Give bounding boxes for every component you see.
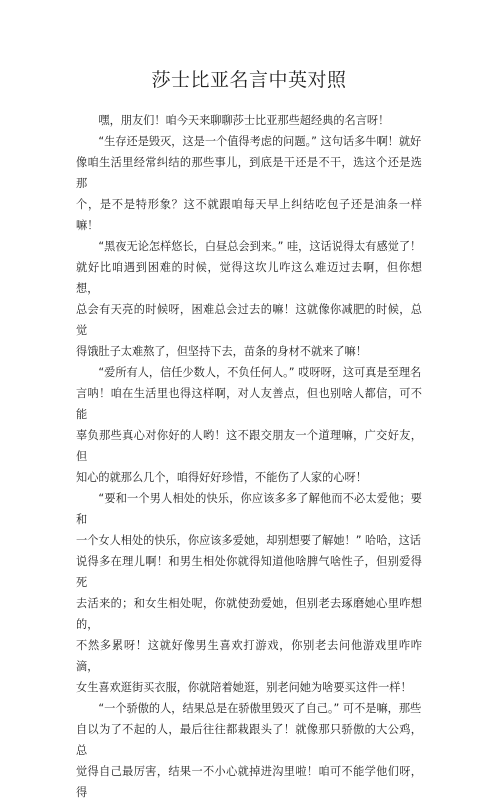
intro-paragraph: 嘿，朋友们！咱今天来聊聊莎士比亚那些超经典的名言呀！	[98, 114, 390, 127]
document-title: 莎士比亚名言中英对照	[151, 69, 347, 91]
quote-paragraph-pride: “一个骄傲的人，结果总是在骄傲里毁灭了自己。” 可不是嘛，那些 自以为了不起的人，最后往往都栽跟头了！就像那只骄傲的大公鸡，总 觉得自己最厉害，结果一不小心就掉进沟里啦！咱可不能学他们呀，得	[76, 702, 422, 799]
quote-paragraph-man-and-woman: “要和一个男人相处的快乐，你应该多多了解他而不必太爱他；要和 一个女人相处的快乐，你应该多爱她，却别想要了解她！” 哈哈，这话 说得多在理儿啊！和男生相处你就得知道他啥脾气啥性子，但别爱得死 去活来的；和女生相处呢，你就使劲爱她，但别老去琢磨她心里咋想的， 不然多累呀！这就好像男生喜欢打游戏，你别老去问他游戏里咋咋滴， 女生喜欢逛街买衣服，你就陪着她逛，别老问她为啥要买这件一样！	[76, 492, 422, 694]
quote-paragraph-love-all: “爱所有人，信任少数人，不负任何人。” 哎呀呀，这可真是至理名 言呐！咱在生活里也得这样啊，对人友善点，但也别啥人都信，可不能 辜负那些真心对你好的人哟！这不跟交朋友一个道理嘛，广交好友，但 知心的就那么几个，咱得好好珍惜，不能伤了人家的心呀！	[76, 366, 422, 484]
quote-paragraph-to-be-or-not: “生存还是毁灭，这是一个值得考虑的问题。” 这句话多牛啊！就好 像咱生活里经常纠结的那些事儿，到底是干还是不干，选这个还是选那 个，是不是特形象？这不就跟咱每天早上纠结吃包子还是油条一样嘛！	[76, 135, 422, 232]
quote-paragraph-night-and-day: “黑夜无论怎样悠长，白昼总会到来。” 哇，这话说得太有感觉了！ 就好比咱遇到困难的时候，觉得这坎儿咋这么难迈过去啊，但你想想， 总会有天亮的时候呀，困难总会过去的嘛！这就像你减肥的时候，总觉 得饿肚子太难熬了，但坚持下去，苗条的身材不就来了嘛！	[76, 240, 422, 358]
